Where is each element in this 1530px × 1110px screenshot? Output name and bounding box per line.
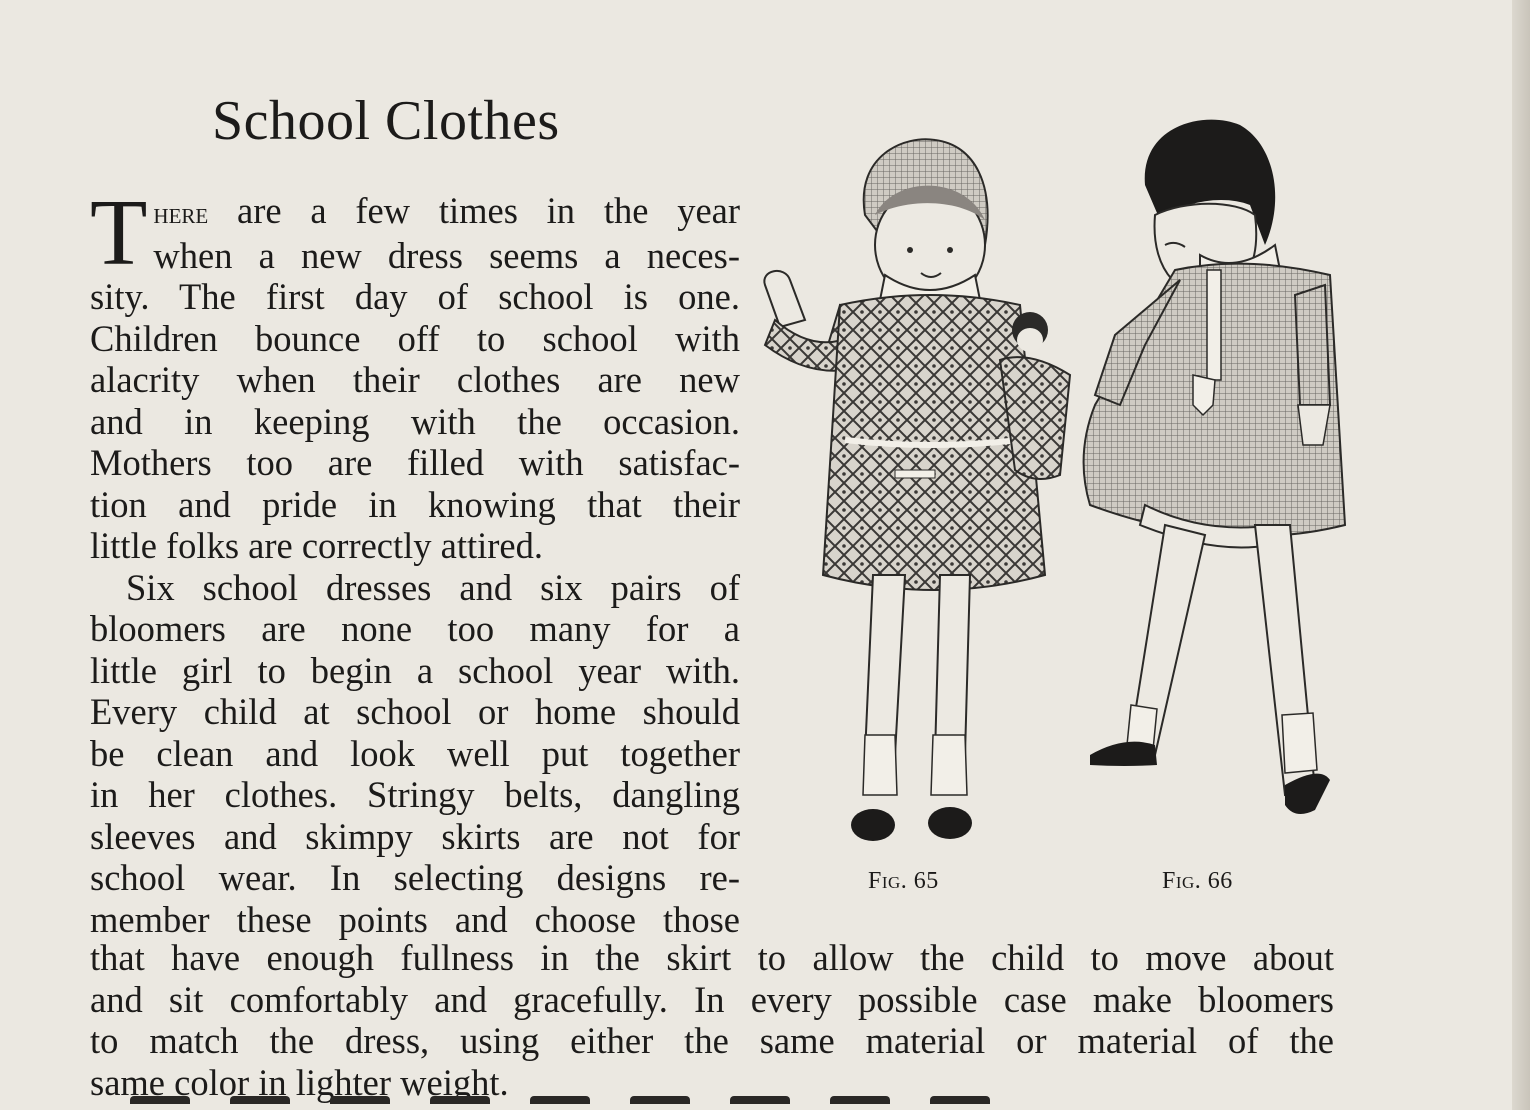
text-line: little girl to begin a school year with. [90,649,740,691]
illustration-two-girls [745,105,1365,855]
page-edge-shadow [1512,0,1530,1110]
text-line: and sit comfortably and gracefully. In every possible case make bloomers [90,978,1334,1020]
text-line: Children bounce off to school with [90,317,740,359]
text-line: tion and pride in knowing that their [90,483,740,525]
cut-off-next-line [130,1096,1130,1110]
text-line: bloomers are none too many for a [90,608,740,649]
text-line: be clean and look well put together [90,732,740,774]
text-line: little folks are correctly attired. [90,525,544,566]
text-line: here are a few times in the year [153,190,741,231]
text-line: in her clothes. Stringy belts, dangling [90,774,740,815]
text-line: Six school dresses and six pairs of [126,566,740,608]
text-line: same color in lighter weight. [90,1061,509,1103]
page-title: School Clothes [212,90,560,152]
text-line: Every child at school or home should [90,691,740,732]
girl-fig-66 [1084,120,1345,814]
text-line: sity. The first day of school is one. [90,276,740,317]
text-line: that have enough fullness in the skirt to allow the child to move about [90,937,1334,978]
text-line: school wear. In selecting designs re- [90,857,740,898]
text-line: alacrity when their clothes are new [90,359,740,400]
girl-fig-65 [764,139,1070,841]
paragraph-1 [90,181,741,567]
text-full-width [90,937,1334,1103]
text-line: and in keeping with the occasion. [90,400,740,442]
lead-smallcaps: here [153,197,209,230]
caption-fig-65: Fig. 65 [868,868,939,894]
text-line: member these points and choose those [90,898,740,940]
drop-cap: T [90,181,148,285]
paragraph-2 [90,567,740,941]
text-line: Mothers too are filled with satisfac- [90,442,740,483]
text-column [90,181,741,940]
text-line: when a new dress seems a neces- [153,234,740,276]
text-line: to match the dress, using either the same material or material of the [90,1020,1334,1061]
caption-fig-66: Fig. 66 [1162,868,1233,894]
text-line: sleeves and skimpy skirts are not for [90,815,740,857]
